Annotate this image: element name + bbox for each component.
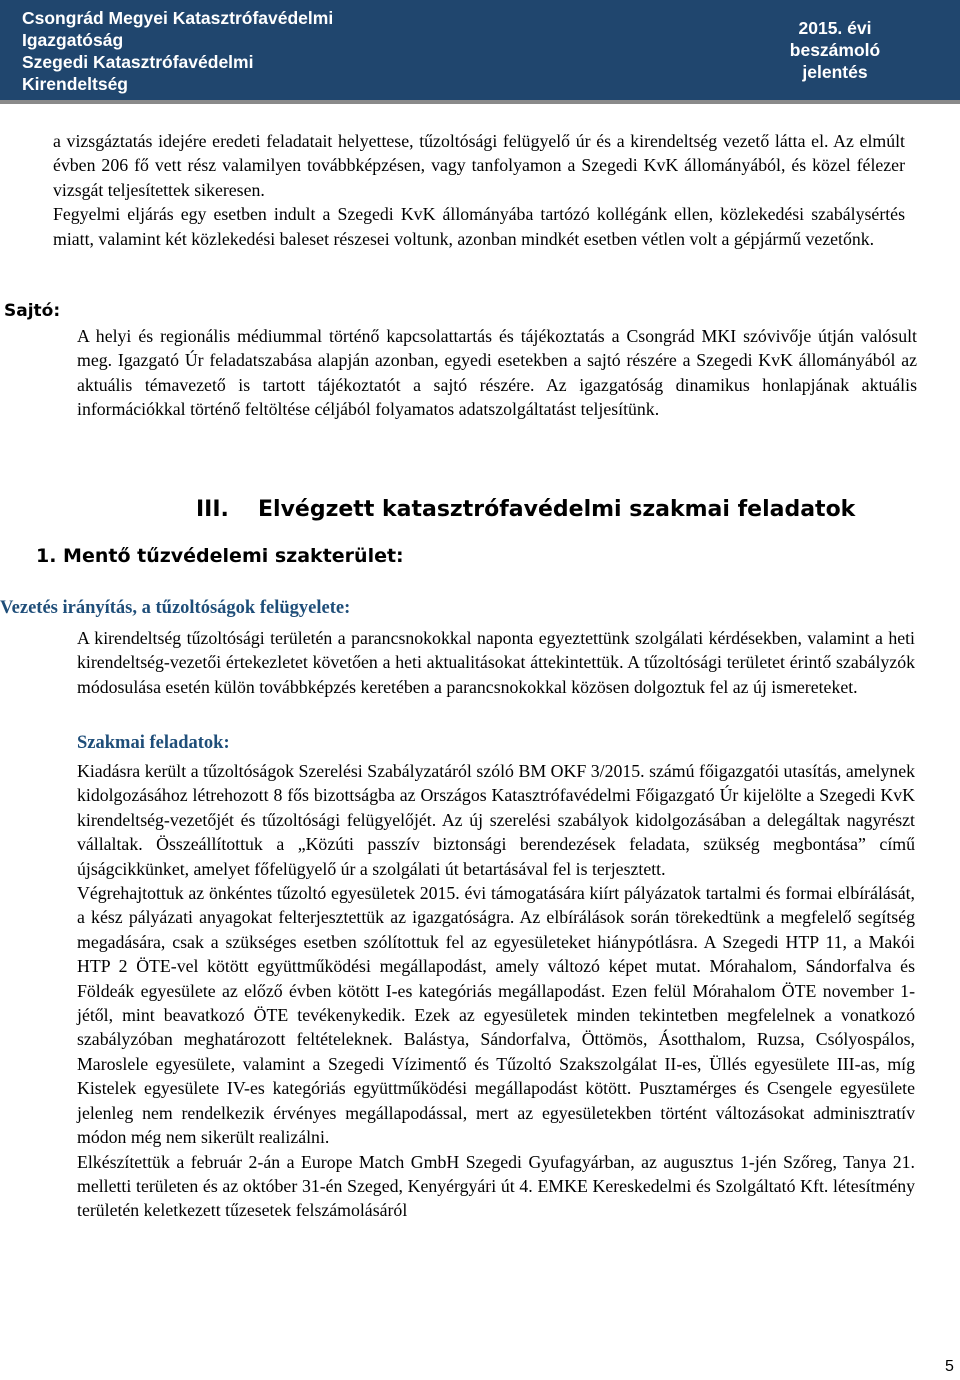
intro-paragraph: Fegyelmi eljárás egy esetben indult a Szegedi KvK állományába tartózó kollégánk ellen, közlekedési szabálysértés miatt, valamint két közlekedési baleset részesei voltunk, azonban mindkét esetben vétlen volt a gépjármű vezetőnk.	[53, 204, 905, 249]
chapter-heading	[196, 497, 855, 522]
intro-section	[53, 129, 905, 251]
chapter-number: III.	[196, 497, 229, 522]
vezetes-paragraph: A kirendeltség tűzoltósági területén a parancsnokokkal naponta egyeztettünk szolgálati kérdésekben, valamint a heti kirendeltség-vezetői értekezletet követően a heti aktualitásokat áttekintettük. A tűzoltósági területet érintő szabályzók módosulása esetén külön továbbképzés keretében a parancsnokokkal közösen dolgoztuk fel az új ismereteket.	[77, 628, 915, 697]
header-org-line: Kirendeltség	[22, 74, 128, 94]
header-org-line: Csongrád Megyei Katasztrófavédelmi	[22, 8, 334, 28]
sajto-section	[77, 324, 917, 422]
header-report-title	[760, 17, 910, 83]
page-number: 5	[945, 1358, 954, 1375]
szakmai-paragraph: Végrehajtottuk az önkéntes tűzoltó egyesületek 2015. évi támogatására kiírt pályázatok tartalmi és formai elbírálását, a kész pályázati anyagokat felterjesztettük az igazgatóságra. Az elbírálások során törekedtünk a megfelelő segítség megadására, csak a szükséges esetben szólítottuk fel az egyesületeket hiánypótlásra. A Szegedi HTP 11, a Makói HTP 2 ÖTE-vel kötött együttműködési megállapodást, amely változó képet mutat. Mórahalom, Sándorfalva és Földeák egyesülete az előző évben kötött I-es kategóriás megállapodást. Ezen felül Mórahalom ÖTE november 1-jétől, mint beavatkozó ÖTE tevékenykedik. Ezek az egyesületek minden tekintetben megfelelnek a vonatkozó szabályzóban meghatározott feltételeknek. Balástya, Sándorfalva, Öttömös, Ásotthalom, Ruzsa, Csólyospálos, Maroslele egyesülete, valamint a Szegedi Vízimentő és Tűzoltó Szakszolgálat II-es, Üllés egyesülete III-as, míg Kistelek egyesülete IV-es kategóriás együttműködési megállapodást kötött. Pusztamérges és Csengele egyesülete jelenleg nem rendelkezik érvényes megállapodással, mert az egyesületekben történt változásokat adminisztratív módon még nem sikerült realizálni.	[77, 883, 915, 1148]
sajto-label: Sajtó:	[4, 301, 61, 321]
vezetes-section	[77, 626, 915, 699]
sajto-paragraph: A helyi és regionális médiummal történő kapcsolattartás és tájékoztatás a Csongrád MKI szóvivője útján valósult meg. Igazgató Úr feladatszabása alapján azonban, egyedi esetekben a sajtó részére a Szegedi KvK állományából az aktuális témavezető is tartott tájékoztatót a sajtó részére. Az igazgatóság dinamikus honlapjának aktuális információkkal történő feltöltése céljából folyamatos adatszolgáltatást teljesítünk.	[77, 326, 917, 420]
header-org-line: Igazgatóság	[22, 30, 124, 50]
vezetes-heading: Vezetés irányítás, a tűzoltóságok felügyelete:	[0, 598, 351, 618]
szakmai-paragraph: Elkészítettük a február 2-án a Europe Match GmbH Szegedi Gyufagyárban, az augusztus 1-jén Szőreg, Tanya 21. melletti területen és az október 31-én Szeged, Kenyérgyári út 4. EMKE Kereskedelmi és Szolgáltató Kft. létesítmény területén keletkezett tűzesetek felszámolásáról	[77, 1151, 915, 1221]
intro-paragraph: a vizsgáztatás idejére eredeti feladatait helyettese, tűzoltósági felügyelő úr és a kirendeltség vezető látta el. Az elmúlt évben 206 fő vett rész valamilyen továbbképzésen, vagy tanfolyamon a Szegedi KvK állományából, és közel félezer vizsgát teljesítettek sikeresen.	[53, 131, 905, 200]
header-report-label: beszámoló jelentés	[789, 40, 881, 82]
chapter-title: Elvégzett katasztrófavédelmi szakmai feladatok	[258, 497, 856, 522]
header-organization	[22, 7, 333, 95]
szakmai-heading: Szakmai feladatok:	[77, 733, 230, 753]
header-org-line: Szegedi Katasztrófavédelmi	[22, 52, 254, 72]
header-divider	[0, 100, 960, 104]
szakmai-paragraph: Kiadásra került a tűzoltóságok Szerelési Szabályzatáról szóló BM OKF 3/2015. számú főigazgatói utasítás, amelynek kidolgozásához létrehozott 8 fős bizottságba az Országos Katasztrófavédelmi Főigazgató Úr kijelölte a Szegedi KvK kirendeltség-vezetőjét és tűzoltósági felügyelőjét. Az új szerelési szabályok kidolgozásában a delegáltak nagyrészt vállaltak. Összeállítottuk a „Közúti passzív biztonsági berendezések feladata, szükség megbontása” című újságcikkünket, amelyet főfelügyelő úr a szolgálati út betartásával fel is terjesztett.	[77, 761, 915, 879]
section-heading: 1. Mentő tűzvédelemi szakterület:	[36, 545, 404, 567]
szakmai-section	[77, 759, 915, 1223]
page-header	[0, 0, 960, 104]
header-year: 2015. évi	[798, 18, 872, 38]
